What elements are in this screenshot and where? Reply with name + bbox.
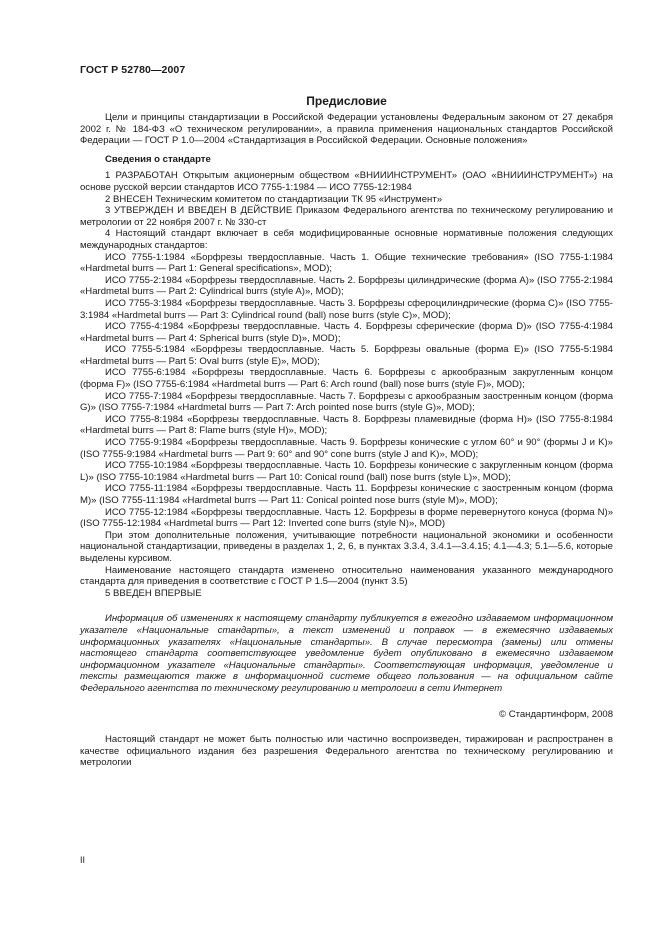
reproduction-notice: Настоящий стандарт не может быть полностью или частично воспроизведен, тиражирован и распространен в качестве официального издания без разрешения Федерального агентства по техническому регулированию и метрологии [80,734,613,769]
iso-reference: ИСО 7755-6:1984 «Борфрезы твердосплавные. Часть 6. Борфрезы с аркообразным закругленным концом (форма F)» (ISO 7755-6:1984 «Hardmetal burrs — Part 6: Arch round (ball) nose burrs (style F)», MOD); [80,367,613,391]
iso-reference: ИСО 7755-3:1984 «Борфрезы твердосплавные. Часть 3. Борфрезы сфероцилиндрические (форма С)» (ISO 7755-3:1984 «Hardmetal burrs — Part 3: Cylindrical round (ball) nose burrs (style С)», MOD); [80,297,613,321]
item-first-introduced: 5 ВВЕДЕН ВПЕРВЫЕ [105,587,202,599]
iso-reference: ИСО 7755-4:1984 «Борфрезы твердосплавные. Часть 4. Борфрезы сферические (форма D)» (ISO 7755-4:1984 «Hardmetal burrs — Part 4: Spherical burrs (style D)», MOD); [80,321,613,344]
item-includes: 4 Настоящий стандарт включает в себя модифицированные основные нормативные положения следующих международных стандартов: [80,228,613,251]
standard-info-heading: Сведения о стандарте [105,153,211,165]
standard-code: ГОСТ Р 52780—2007 [80,64,186,76]
name-change-note: Наименование настоящего стандарта изменено относительно наименования указанного международного стандарта для приведения в соответствие с ГОСТ Р 1.5—2004 (пункт 3.5) [80,564,613,588]
item-developed: 1 РАЗРАБОТАН Открытым акционерным обществом «ВНИИИНСТРУМЕНТ» (ОАО «ВНИИИНСТРУМЕНТ») на основе русской версии стандартов ИСО 7755-1:1984 — ИСО 7755-12:1984 [80,170,613,193]
iso-reference: ИСО 7755-9:1984 «Борфрезы твердосплавные. Часть 9. Борфрезы конические с углом 60° и 90° (формы J и K)» (ISO 7755-9:1984 «Hardmetal burrs — Part 9: 60° and 90° cone burrs (style J and K)», MOD); [80,437,613,460]
iso-reference: ИСО 7755-12:1984 «Борфрезы твердосплавные. Часть 12. Борфрезы в форме перевернутого конуса (форма N)» (ISO 7755-12:1984 «Hardmetal burrs — Part 12: Inverted cone burrs (style N)», MOD) [80,506,613,530]
iso-reference: ИСО 7755-8:1984 «Борфрезы твердосплавные. Часть 8. Борфрезы пламевидные (форма Н)» (ISO 7755-8:1984 «Hardmetal burrs — Part 8: Flame burrs (style H)», MOD); [80,413,613,437]
additional-provisions: При этом дополнительные положения, учитывающие потребности национальной экономики и особенности национальной стандартизации, приведены в разделах 1, 2, 6, в пунктах 3.3.4, 3.4.1—3.4.15; 4.1—4.3; 5.1—5.6, которые выделены курсивом. [80,529,613,564]
iso-reference: ИСО 7755-7:1984 «Борфрезы твердосплавные. Часть 7. Борфрезы с аркообразным заостренным концом (форма G)» (ISO 7755-7:1984 «Hardmetal burrs — Part 7: Arch pointed nose burrs (style G)», MOD); [80,390,613,414]
iso-reference: ИСО 7755-11:1984 «Борфрезы твердосплавные. Часть 11. Борфрезы конические с заостренным концом (форма М)» (ISO 7755-11:1984 «Hardmetal burrs — Part 11: Conical pointed nose burrs (style M)», MOD); [80,483,613,506]
copyright-line: © Стандартинформ, 2008 [499,708,613,720]
preface-intro: Цели и принципы стандартизации в Российской Федерации установлены Федеральным законом от 27 декабря 2002 г. № 184-ФЗ «О техническом регулировании», а правила применения национальных стандартов Российской Федерации — ГОСТ Р 1.0—2004 «Стандартизация в Российской Федерации. Основные положения» [80,112,613,147]
item-introduced: 2 ВНЕСЕН Техническим комитетом по стандартизации ТК 95 «Инструмент» [105,193,443,205]
iso-reference: ИСО 7755-1:1984 «Борфрезы твердосплавные. Часть 1. Общие технические требования» (ISO 7755-1:1984 «Hardmetal burrs — Part 1: General specifications», MOD); [80,251,613,275]
preface-section [80,94,613,769]
preface-title: Предисловие [306,94,387,108]
page-number: II [80,855,86,865]
iso-reference: ИСО 7755-5:1984 «Борфрезы твердосплавные. Часть 5. Борфрезы овальные (форма Е)» (ISO 7755-5:1984 «Hardmetal burrs — Part 5: Oval burrs (style E)», MOD); [80,344,613,367]
item-approved: 3 УТВЕРЖДЕН И ВВЕДЕН В ДЕЙСТВИЕ Приказом Федерального агентства по техническому регулированию и метрологии от 22 ноября 2007 г. № 330-ст [80,205,613,228]
changes-information: Информация об изменениях к настоящему стандарту публикуется в ежегодно издаваемом информационном указателе «Национальные стандарты», а текст изменений и поправок — в ежемесячно издаваемых информационных указателях «Национальные стандарты». В случае пересмотра (замены) или отмены настоящего стандарта соответствующее уведомление будет опубликовано в ежемесячно издаваемом информационном указателе «Национальные стандарты». Соответствующая информация, уведомление и тексты размещаются также в информационной системе общего пользования — на официальном сайте Федерального агентства по техническому регулированию и метрологии в сети Интернет [80,613,613,694]
iso-reference: ИСО 7755-10:1984 «Борфрезы твердосплавные. Часть 10. Борфрезы конические с закругленным концом (форма L)» (ISO 7755-10:1984 «Hardmetal burrs — Part 10: Conical round (ball) nose burrs (style L)», MOD); [80,460,613,483]
iso-reference: ИСО 7755-2:1984 «Борфрезы твердосплавные. Часть 2. Борфрезы цилиндрические (форма А)» (ISO 7755-2:1984 «Hardmetal burrs — Part 2: Cylindrical burrs (style A)», MOD); [80,274,613,298]
